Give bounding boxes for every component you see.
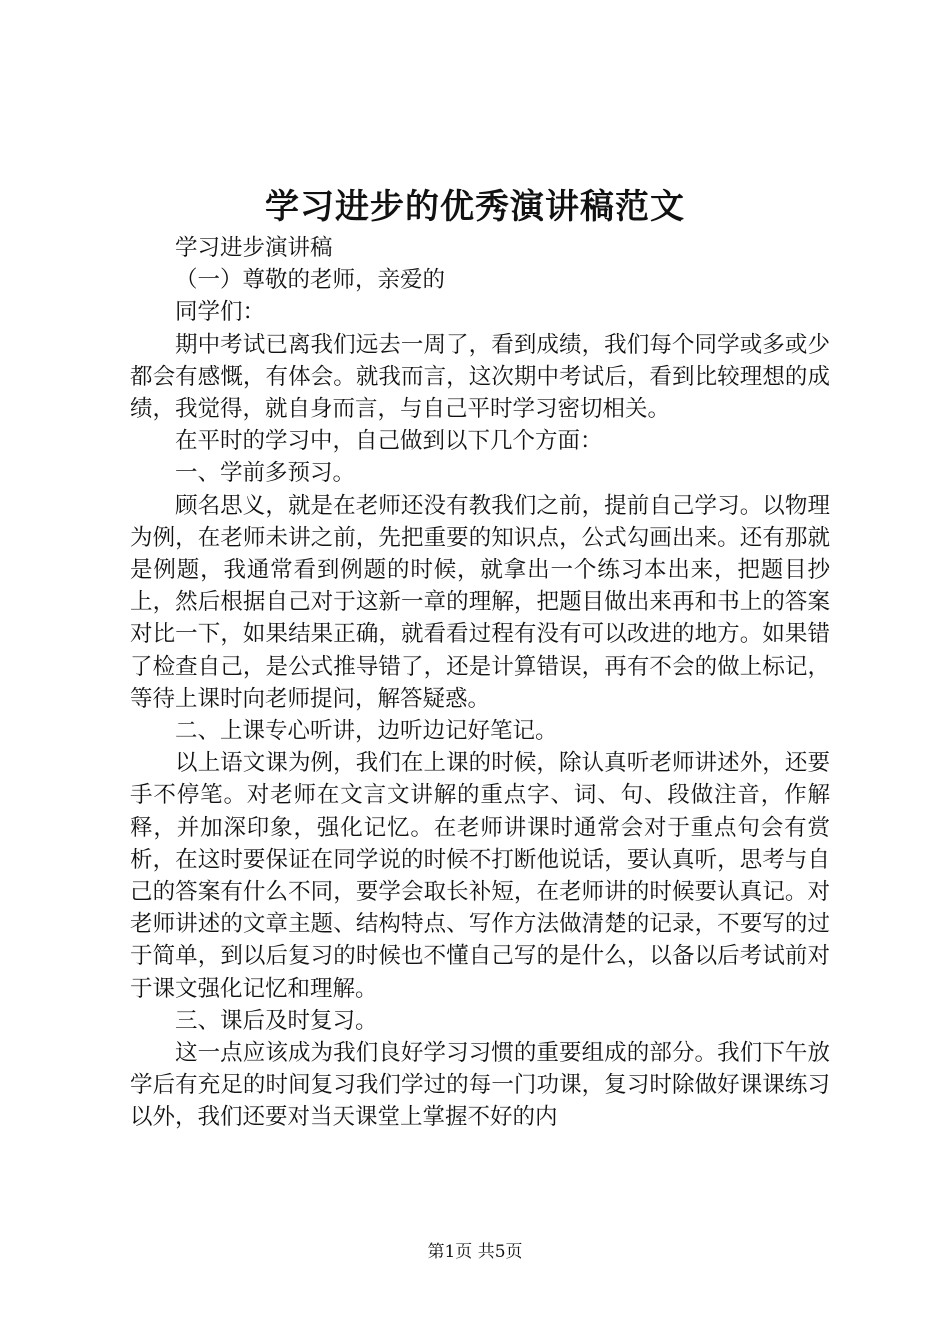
section-heading: 一、学前多预习。	[175, 460, 356, 487]
paragraph: （一）尊敬的老师，亲爱的	[175, 267, 446, 294]
document-body	[130, 232, 830, 1134]
paragraph: 期中考试已离我们远去一周了，看到成绩，我们每个同学或多或少都会有感慨，有体会。就我而言，这次期中考试后，看到比较理想的成绩，我觉得，就自身而言，与自己平时学习密切相关。	[130, 331, 830, 423]
paragraph: 在平时的学习中，自己做到以下几个方面：	[175, 428, 603, 455]
paragraph: 以上语文课为例，我们在上课的时候，除认真听老师讲述外，还要手不停笔。对老师在文言文讲解的重点字、词、句、段做注音，作解释，并加深印象，强化记忆。在老师讲课时通常会对于重点句会有赏析，在这时要保证在同学说的时候不打断他说话，要认真听，思考与自己的答案有什么不同，要学会取长补短，在老师讲的时候要认真记。对老师讲述的文章主题、结构特点、写作方法做清楚的记录，不要写的过于简单，到以后复习的时候也不懂自己写的是什么，以备以后考试前对于课文强化记忆和理解。	[130, 750, 830, 1002]
page-footer: 第1页 共5页	[427, 1242, 523, 1262]
section-heading: 三、课后及时复习。	[175, 1007, 378, 1034]
section-heading: 二、上课专心听讲，边听边记好笔记。	[175, 718, 558, 745]
paragraph: 学习进步演讲稿	[175, 235, 333, 261]
document-title: 学习进步的优秀演讲稿范文	[265, 187, 685, 227]
paragraph: 这一点应该成为我们良好学习习惯的重要组成的部分。我们下午放学后有充足的时间复习我们学过的每一门功课，复习时除做好课课练习以外，我们还要对当天课堂上掌握不好的内	[130, 1040, 830, 1131]
paragraph: 同学们：	[175, 299, 266, 326]
paragraph: 顾名思义，就是在老师还没有教我们之前，提前自己学习。以物理为例，在老师未讲之前，先把重要的知识点，公式勾画出来。还有那就是例题，我通常看到例题的时候，就拿出一个练习本出来，把题目抄上，然后根据自己对于这新一章的理解，把题目做出来再和书上的答案对比一下，如果结果正确，就看看过程有没有可以改进的地方。如果错了检查自己，是公式推导错了，还是计算错误，再有不会的做上标记，等待上课时向老师提问，解答疑惑。	[130, 492, 830, 712]
